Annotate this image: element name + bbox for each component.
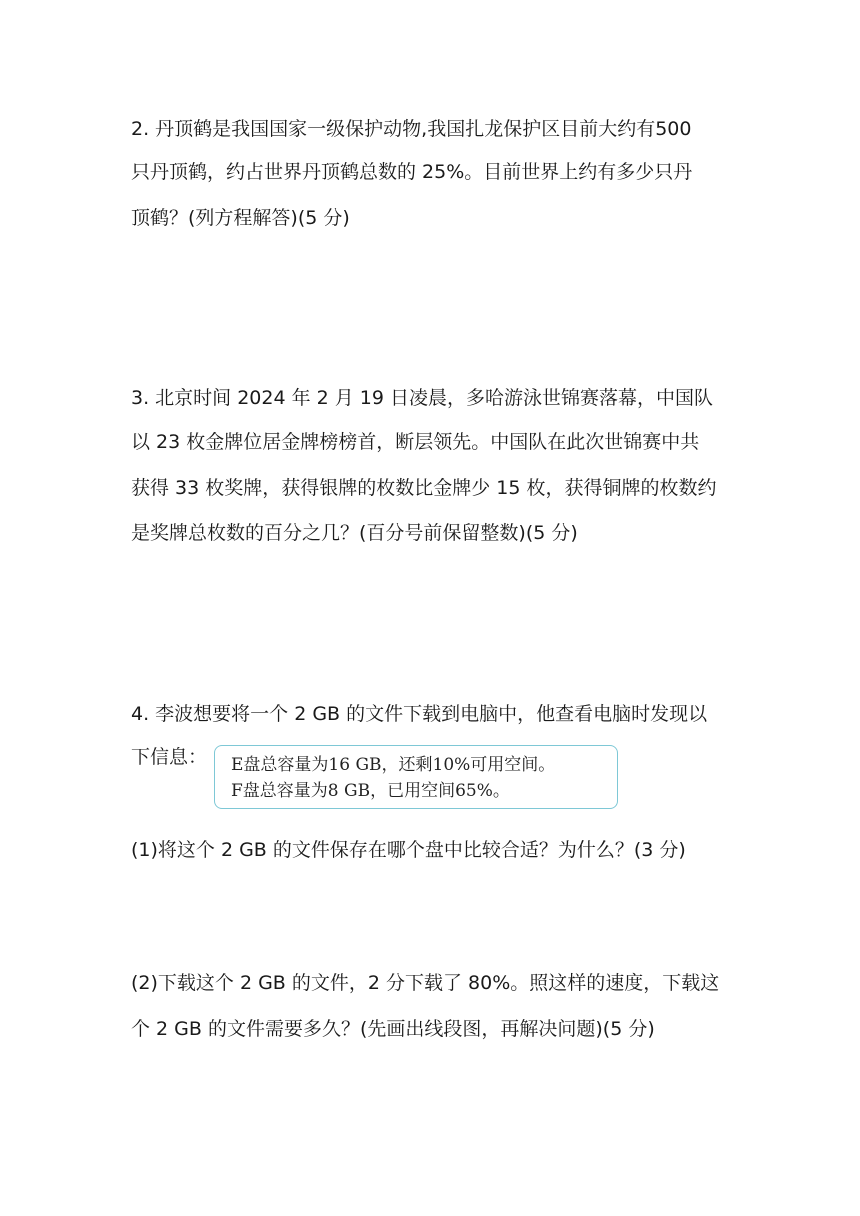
question-4-part-2-line-2: 个 2 GB 的文件需要多久？(先画出线段图，再解决问题)(5 分) [131,1018,655,1040]
question-4-line-2: 下信息： [131,746,208,768]
question-4-line-1: 4. 李波想要将一个 2 GB 的文件下载到电脑中，他查看电脑时发现以 [131,703,708,725]
disk-f-info: F盘总容量为8 GB，已用空间65%。 [231,781,510,801]
question-2-line-1: 2. 丹顶鹤是我国国家一级保护动物,我国扎龙保护区目前大约有500 [131,118,692,140]
question-3-line-2: 以 23 枚金牌位居金牌榜榜首，断层领先。中国队在此次世锦赛中共 [131,431,700,453]
question-3-line-3: 获得 33 枚奖牌，获得银牌的枚数比金牌少 15 枚，获得铜牌的枚数约 [131,477,717,499]
question-4-part-2-line-1: (2)下载这个 2 GB 的文件，2 分下载了 80%。照这样的速度，下载这 [131,972,720,994]
question-3-line-4: 是奖牌总枚数的百分之几？(百分号前保留整数)(5 分) [131,522,578,544]
disk-info-box [214,745,618,809]
question-2-line-3: 顶鹤？(列方程解答)(5 分) [131,207,350,229]
question-3-line-1: 3. 北京时间 2024 年 2 月 19 日凌晨，多哈游泳世锦赛落幕，中国队 [131,387,714,409]
question-2-line-2: 只丹顶鹤，约占世界丹顶鹤总数的 25%。目前世界上约有多少只丹 [131,161,693,183]
question-4-part-1: (1)将这个 2 GB 的文件保存在哪个盘中比较合适？为什么？(3 分) [131,839,686,861]
disk-e-info: E盘总容量为16 GB，还剩10%可用空间。 [231,755,556,775]
